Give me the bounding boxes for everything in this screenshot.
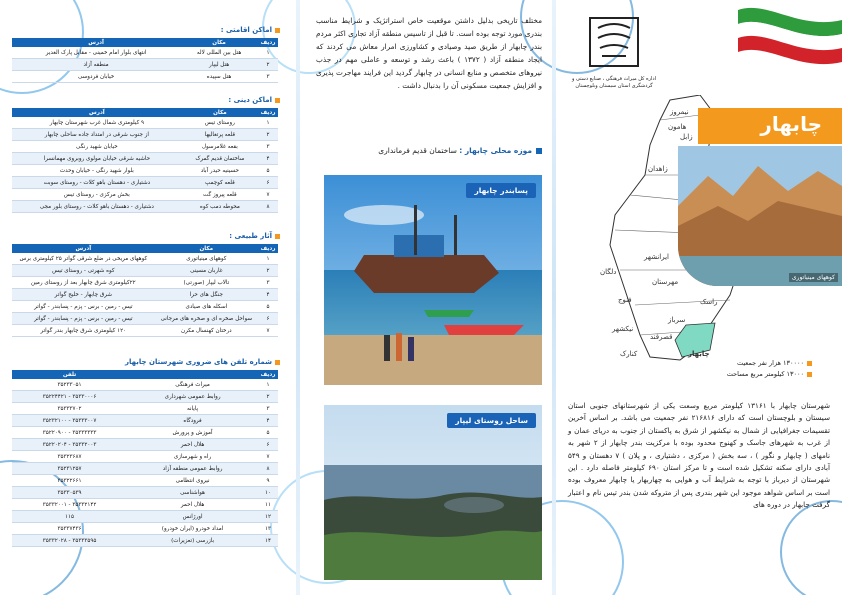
table-cell: هتل لیپار: [180, 59, 258, 71]
table-header: مکان: [155, 244, 258, 253]
table-cell: ۱۲۰ کیلومتری شرق چابهار بندر گواتر: [12, 325, 155, 337]
table-row: [12, 427, 278, 439]
table-cell: بازرسی (تعزیرات): [127, 535, 258, 547]
table-row: [12, 301, 278, 313]
photo-caption: کوههای مینیاتوری: [789, 273, 838, 282]
table-row: [12, 487, 278, 499]
table-cell: تیس - رمین - برس - پزم - پسابندر - گواتر: [12, 313, 155, 325]
table-cell: ۳: [258, 71, 278, 83]
table-cell: ۲: [258, 391, 278, 403]
table-cell: کوههای مینیاتوری: [155, 253, 258, 265]
legend-item: ۱۳۰۰۰۰ هزار نفر جمعیت: [702, 358, 812, 369]
table-row: [12, 451, 278, 463]
table-cell: ۲: [258, 265, 278, 277]
table-cell: آموزش و پرورش: [127, 427, 258, 439]
table-cell: هلال احمر: [127, 439, 258, 451]
table-cell: ۳۵۳۳۰۵۳۹: [12, 487, 127, 499]
table-row: [12, 403, 278, 415]
table-header: آدرس: [12, 108, 182, 117]
table-cell: ۳: [258, 141, 278, 153]
left-panel: [12, 14, 280, 584]
natural-title: آثار طبیعی :: [12, 232, 280, 240]
table-cell: فرودگاه: [127, 415, 258, 427]
beach-photo: [324, 405, 542, 580]
intro-paragraph: مختلف تاریخی بدلیل داشتن موقعیت خاص استراتژیک و شرایط مناسب بندری مورد توجه بوده است. تا قبل از تاسیس منطقه آزاد تجاری اکثر مردم بندر چابهار از طریق صید وصیادی و کشاورزی امرار معاش می کردند که ایجاد منطقه آزاد ( ۱۳۷۲ ) باعث رشد و توسعه و عاملی مهم در جذب نیروهای متخصص و منابع انسانی در چابهار گردید این فرایند مهاجرت پذیری و افزایش جمعیت مسکونی آن را بدنبال داشت .: [316, 16, 542, 90]
table-row: [12, 47, 278, 59]
table-cell: محوطه دمب کوه: [182, 201, 258, 213]
table-cell: ۳۵۳۳۳۰۰۷ - ۳۵۲۳۲۱۰۰: [12, 415, 127, 427]
page-title: چابهار: [760, 112, 822, 136]
table-cell: حسینیه حیدر آباد: [182, 165, 258, 177]
table-row: [12, 415, 278, 427]
table-row: [12, 439, 278, 451]
table-cell: هتل بین المللی لاله: [180, 47, 258, 59]
table-cell: بخش مرکزی - روستای تیس: [12, 189, 182, 201]
table-cell: ۳۵۳۳۲۰۰۳ - ۳۵۲۲۰۲۰۴: [12, 439, 127, 451]
table-row: [12, 201, 278, 213]
table-cell: نیروی انتظامی: [127, 475, 258, 487]
table-cell: ۹ کیلومتری شمال غرب شهرستان چابهار: [12, 117, 182, 129]
table-cell: ۱: [258, 47, 278, 59]
table-cell: ۳۵۳۳۳۵۹۵ - ۳۵۳۳۲۰۲۸: [12, 535, 127, 547]
table-cell: خیابان شهید رنگی: [12, 141, 182, 153]
map-legend: [702, 358, 812, 380]
map-label: زابل: [680, 133, 693, 141]
map-label: راسک: [700, 298, 718, 306]
table-cell: هتل سپیده: [180, 71, 258, 83]
map-label: فنوج: [618, 296, 632, 304]
table-header: ردیف: [258, 370, 278, 379]
table-header: ردیف: [258, 244, 278, 253]
table-cell: ساختمان قدیم گمرک: [182, 153, 258, 165]
religious-title: اماکن دینی :: [12, 96, 280, 104]
table-row: [12, 265, 278, 277]
table-row: [12, 277, 278, 289]
table-header: [127, 370, 258, 379]
mountains-photo: [678, 146, 842, 286]
table-cell: ۳۵۳۳۷۴۳۶: [12, 523, 127, 535]
religious-table: [12, 108, 278, 213]
table-cell: ۳: [258, 277, 278, 289]
legend-item: ۱۳۰۰۰ کیلومتر مربع مساحت: [702, 369, 812, 380]
panel-divider: [552, 0, 556, 595]
table-row: [12, 325, 278, 337]
table-cell: هلال احمر: [127, 499, 258, 511]
table-header: ردیف: [258, 108, 278, 117]
table-row: [12, 71, 278, 83]
table-cell: ۳۵۳۳۲۱۴۲ - ۳۵۳۳۲۰۰۱: [12, 499, 127, 511]
map-label: کنارک: [620, 350, 638, 358]
table-cell: دشتیاری - دهستان باهو کلات - روستای بلور مجی: [12, 201, 182, 213]
table-cell: امداد خودرو (ایران خودرو): [127, 523, 258, 535]
map-label-chabahar: چابهار: [688, 350, 710, 358]
organization-name: اداره کل میراث فرهنگی ، صنایع دستی و گردشگری استان سیستان وبلوچستان: [571, 76, 657, 89]
description-paragraph: شهرستان چابهار با ۱۳۱۶۱ کیلومتر مربع وسعت یکی از شهرستانهای جنوبی استان سیستان و بلوچستان است که دارای ۲۱۶۸۱۶ نفر جمعیت می باشد. بر اساس آخرین تقسیمات جغرافیایی از شمال به نیکشهر از شرق به پاکستان از جنوب به دریای عمان و از غرب به شهرهای جاسک و کهنوج محدود بوده با مرکزیت بندر چابهار از ۲ شهر به نامهای ( چابهار و نگور ) ، سه بخش ( مرکزی ، دشتیاری ، و پلان ) ۷ دهستان و ۵۴۹ آبادی دارای سکنه تشکیل شده است و تا مرکز استان ۶۹۰ کیلومتر فاصله دارد . این شهرستان از دیرباز با توجه به شرایط آب و هوایی به چهاربهار یا چابهار معروف بوده است بر اساس شواهد موجود این شهر بندری پس از متروکه شدن بندر تیس نام و اعتبار گرفت چابهار در دوره های: [568, 401, 831, 510]
table-cell: جنگل های حرا: [155, 289, 258, 301]
table-row: [12, 511, 278, 523]
table-cell: ۲: [258, 59, 278, 71]
photo-caption: پسابندر چابهار: [466, 183, 536, 198]
table-cell: حاشیه شرقی خیابان مولوی روبروی مهمانسرا: [12, 153, 182, 165]
table-row: [12, 153, 278, 165]
table-header: آدرس: [12, 244, 155, 253]
map-label: نیمروز: [670, 108, 689, 116]
table-row: [12, 129, 278, 141]
table-cell: ۳: [258, 403, 278, 415]
table-cell: ۱: [258, 253, 278, 265]
table-cell: ۵: [258, 427, 278, 439]
table-cell: ۳۵۳۲۲۶۶۱: [12, 475, 127, 487]
table-header: تلفن: [12, 370, 127, 379]
table-row: [12, 189, 278, 201]
table-cell: ۴: [258, 415, 278, 427]
table-row: [12, 165, 278, 177]
table-cell: کوه شهرتی - روستای تیس: [12, 265, 155, 277]
museum-value: ساختمان قدیم فرمانداری: [378, 146, 457, 155]
table-row: [12, 313, 278, 325]
table-header: مکان: [180, 38, 258, 47]
table-cell: هواشناسی: [127, 487, 258, 499]
table-cell: ۸: [258, 201, 278, 213]
map-label: هامون: [668, 123, 687, 131]
table-cell: پایانه: [127, 403, 258, 415]
table-cell: ۹: [258, 475, 278, 487]
hotels-title: اماکن اقامتی :: [12, 26, 280, 34]
museum-line: [316, 146, 542, 155]
table-row: [12, 523, 278, 535]
iran-flag-ribbon: [738, 0, 842, 80]
map-label: مهرستان: [652, 278, 679, 286]
table-cell: انتهای بلوار امام خمینی - مقابل پارک الغدیر: [12, 47, 180, 59]
map-label: ایرانشهر: [644, 253, 669, 261]
table-cell: ۷: [258, 325, 278, 337]
table-cell: اورژانس: [127, 511, 258, 523]
table-cell: اسکله های صیادی: [155, 301, 258, 313]
hotels-table: [12, 38, 278, 83]
map-label: زاهدان: [648, 165, 668, 173]
table-cell: ۶: [258, 177, 278, 189]
table-cell: ۶: [258, 439, 278, 451]
photo-caption: ساحل روستای لیپار: [447, 413, 536, 428]
table-cell: ۱۴: [258, 535, 278, 547]
table-cell: روابط عمومی شهرداری: [127, 391, 258, 403]
phones-title: شماره تلفن های ضروری شهرستان چابهار: [12, 358, 280, 366]
table-cell: غاربان مسینی: [155, 265, 258, 277]
panel-divider: [296, 0, 300, 595]
table-row: [12, 391, 278, 403]
table-cell: از جنوب شرقی در امتداد جاده ساحلی چابهار: [12, 129, 182, 141]
map-label: نیکشهر: [612, 325, 634, 333]
table-cell: ۱۲: [258, 511, 278, 523]
table-cell: قلعه کوچمپ: [182, 177, 258, 189]
phones-table: [12, 370, 278, 547]
table-cell: خیابان فردوسی: [12, 71, 180, 83]
table-row: [12, 141, 278, 153]
table-cell: میراث فرهنگی: [127, 379, 258, 391]
table-cell: سواحل صخره ای و صخره های مرجانی: [155, 313, 258, 325]
table-cell: قلعه پرتغالیها: [182, 129, 258, 141]
table-cell: ۲: [258, 129, 278, 141]
right-panel: [560, 0, 842, 595]
table-cell: ۱۱: [258, 499, 278, 511]
map-label: دلگان: [600, 268, 617, 276]
table-row: [12, 117, 278, 129]
table-cell: ۶: [258, 313, 278, 325]
table-cell: ۳۵۳۲۳۶۸۷: [12, 451, 127, 463]
table-cell: ۱: [258, 379, 278, 391]
table-cell: ۳۵۲۳۳۰۵۱: [12, 379, 127, 391]
middle-panel: [308, 0, 548, 595]
bullet-square-icon: [536, 148, 542, 154]
map-label: قصرقند: [650, 333, 673, 341]
table-cell: کوههای مریخی در ضلع شرقی گواتر ۲۵ کیلومتری برس: [12, 253, 155, 265]
table-cell: ۷: [258, 189, 278, 201]
table-cell: ۱: [258, 117, 278, 129]
table-header: مکان: [182, 108, 258, 117]
table-row: [12, 59, 278, 71]
table-cell: تیس - رمین - برس - پزم - پسابندر - گواتر: [12, 301, 155, 313]
table-cell: ۳۵۳۳۳۳۳۳ - ۳۵۲۲۰۹۰۰: [12, 427, 127, 439]
table-cell: دشتیاری - دهستان باهو کلات - روستای سوبت: [12, 177, 182, 189]
table-cell: ۵: [258, 301, 278, 313]
harbor-illustration: [324, 175, 542, 385]
table-cell: ۱۳: [258, 523, 278, 535]
map-label: سرباز: [668, 316, 686, 324]
table-row: [12, 463, 278, 475]
table-row: [12, 535, 278, 547]
table-row: [12, 253, 278, 265]
title-bar: [698, 108, 842, 144]
table-cell: ۲۲کیلومتری شرق چابهار بعد از روستای رمین: [12, 277, 155, 289]
table-cell: ۱۱۵: [12, 511, 127, 523]
table-row: [12, 379, 278, 391]
table-cell: راه و شهرسازی: [127, 451, 258, 463]
table-cell: منطقه آزاد: [12, 59, 180, 71]
table-cell: بلوار شهید رنگی - خیابان وحدت: [12, 165, 182, 177]
table-cell: شرق چابهار - خلیج گواتر: [12, 289, 155, 301]
table-cell: ۸: [258, 463, 278, 475]
table-cell: تالاب لیپار (صورتی): [155, 277, 258, 289]
table-cell: ۳۵۳۳۰۰۰۶ - ۳۵۲۲۴۴۲۱: [12, 391, 127, 403]
beach-illustration: [324, 405, 542, 580]
heritage-logo: [588, 16, 640, 68]
table-cell: ۵: [258, 165, 278, 177]
table-cell: ۴: [258, 289, 278, 301]
table-row: [12, 289, 278, 301]
table-cell: روستای تیس: [182, 117, 258, 129]
table-cell: ۷: [258, 451, 278, 463]
harbor-photo: [324, 175, 542, 385]
table-cell: روابط عمومی منطقه آزاد: [127, 463, 258, 475]
table-cell: ۴: [258, 153, 278, 165]
table-cell: ۱۰: [258, 487, 278, 499]
table-header: ردیف: [258, 38, 278, 47]
table-header: آدرس: [12, 38, 180, 47]
table-cell: درختان کهنسال مکرن: [155, 325, 258, 337]
table-row: [12, 475, 278, 487]
table-cell: ۳۵۲۳۱۲۵۷: [12, 463, 127, 475]
museum-label: موزه محلی چابهار :: [459, 146, 532, 155]
natural-table: [12, 244, 278, 337]
table-cell: ۳۵۳۳۳۷۰۲: [12, 403, 127, 415]
table-cell: قلعه پیروز گت: [182, 189, 258, 201]
table-row: [12, 177, 278, 189]
table-cell: بقعه غلامرسول: [182, 141, 258, 153]
table-row: [12, 499, 278, 511]
